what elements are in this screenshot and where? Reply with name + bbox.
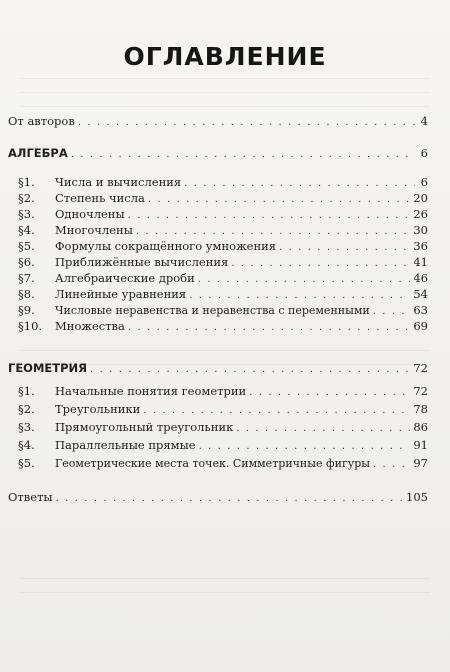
section-heading: АЛГЕБРА (8, 146, 68, 160)
paragraph-number: §1. (18, 175, 35, 189)
leader-dots (136, 225, 411, 239)
toc-page-number: 72 (413, 361, 428, 375)
toc-entry-label: Многочлены (55, 223, 133, 237)
leader-dots (143, 404, 410, 418)
leader-dots (279, 241, 410, 255)
paragraph-number: §5. (18, 239, 35, 253)
leader-dots (128, 209, 411, 223)
bleed-through-line (20, 350, 430, 351)
leader-dots (128, 321, 410, 335)
bleed-through-line (20, 578, 430, 579)
paragraph-number: §3. (18, 420, 35, 434)
toc-entry-geometry-5[interactable] (18, 456, 428, 472)
leader-dots (198, 273, 411, 287)
toc-page-number: 26 (413, 207, 428, 221)
toc-page-number: 6 (420, 175, 428, 189)
toc-entry-label: Треугольники (55, 402, 141, 416)
toc-entry-algebra-6[interactable] (18, 255, 428, 271)
leader-dots (78, 116, 415, 130)
toc-page-number: 63 (413, 303, 428, 317)
toc-page-number: 4 (420, 114, 428, 128)
paragraph-number: §4. (18, 438, 35, 452)
page-title: ОГЛАВЛЕНИЕ (123, 42, 327, 71)
paragraph-number: §6. (18, 255, 35, 269)
bleed-through-line (20, 592, 430, 593)
bleed-through-line (20, 78, 430, 79)
toc-section-algebra[interactable] (8, 146, 428, 162)
toc-page-number: 91 (413, 438, 428, 452)
paragraph-number: §8. (18, 287, 35, 301)
toc-entry-algebra-8[interactable] (18, 287, 428, 303)
toc-entry-label: Алгебраические дроби (55, 271, 195, 285)
bleed-through-line (20, 92, 430, 93)
toc-page-number: 46 (413, 271, 428, 285)
toc-page-number: 72 (413, 384, 428, 398)
paragraph-number: §2. (18, 402, 35, 416)
toc-page-number: 105 (406, 490, 428, 504)
toc-entry-algebra-10[interactable] (18, 319, 428, 335)
toc-page-number: 36 (413, 239, 428, 253)
toc-entry-label: Начальные понятия геометрии (55, 384, 247, 398)
toc-section-geometry[interactable] (8, 361, 428, 377)
leader-dots (56, 492, 403, 506)
toc-entry-algebra-7[interactable] (18, 271, 428, 287)
leader-dots (373, 458, 410, 472)
paragraph-number: §3. (18, 207, 35, 221)
toc-page-number: 97 (413, 456, 428, 470)
bleed-through-line (20, 106, 430, 107)
toc-entry-label: Приближённые вычисления (55, 255, 229, 269)
toc-entry-geometry-4[interactable] (18, 438, 428, 454)
toc-entry-label: Формулы сокращённого умножения (55, 239, 277, 253)
toc-entry-algebra-1[interactable] (18, 175, 428, 191)
toc-entry-geometry-3[interactable] (18, 420, 428, 436)
toc-entry-label: Числа и вычисления (55, 175, 182, 189)
paragraph-number: §5. (18, 456, 35, 470)
toc-entry-algebra-4[interactable] (18, 223, 428, 239)
paragraph-number: §2. (18, 191, 35, 205)
leader-dots (184, 177, 415, 191)
leader-dots (249, 386, 410, 400)
toc-entry-label: Линейные уравнения (55, 287, 187, 301)
paragraph-number: §9. (18, 303, 35, 317)
toc-page-number: 86 (413, 420, 428, 434)
leader-dots (373, 305, 411, 319)
toc-entry-label: Параллельные прямые (55, 438, 196, 452)
toc-entry-algebra-3[interactable] (18, 207, 428, 223)
toc-entry-algebra-5[interactable] (18, 239, 428, 255)
leader-dots (71, 148, 415, 162)
paragraph-number: §10. (18, 319, 43, 333)
toc-entry-label: Числовые неравенства и неравенства с переменными (55, 304, 370, 317)
toc-entry-label: Ответы (8, 490, 53, 504)
toc-entry-answers[interactable] (8, 490, 428, 506)
paragraph-number: §7. (18, 271, 35, 285)
paragraph-number: §4. (18, 223, 35, 237)
section-heading: ГЕОМЕТРИЯ (8, 361, 88, 375)
toc-entry-label: Прямоугольный треугольник (55, 420, 234, 434)
toc-entry-label: Степень числа (55, 191, 145, 205)
paragraph-number: §1. (18, 384, 35, 398)
toc-page-number: 6 (420, 146, 428, 160)
toc-entry-intro[interactable] (8, 114, 428, 130)
toc-entry-algebra-9[interactable] (18, 303, 428, 319)
leader-dots (90, 363, 410, 377)
leader-dots (148, 193, 410, 207)
toc-entry-label: Одночлены (55, 207, 125, 221)
leader-dots (231, 257, 410, 271)
leader-dots (199, 440, 411, 454)
leader-dots (236, 422, 410, 436)
toc-page-number: 78 (413, 402, 428, 416)
toc-page-number: 54 (413, 287, 428, 301)
toc-entry-geometry-2[interactable] (18, 402, 428, 418)
toc-entry-geometry-1[interactable] (18, 384, 428, 400)
toc-page-number: 30 (413, 223, 428, 237)
toc-entry-algebra-2[interactable] (18, 191, 428, 207)
toc-entry-label: От авторов (8, 114, 75, 128)
toc-entry-label: Множества (55, 319, 125, 333)
toc-page-number: 41 (413, 255, 428, 269)
leader-dots (189, 289, 410, 303)
toc-page-number: 69 (413, 319, 428, 333)
toc-page-number: 20 (413, 191, 428, 205)
toc-entry-label: Геометрические места точек. Симметричные фигуры (55, 457, 370, 470)
